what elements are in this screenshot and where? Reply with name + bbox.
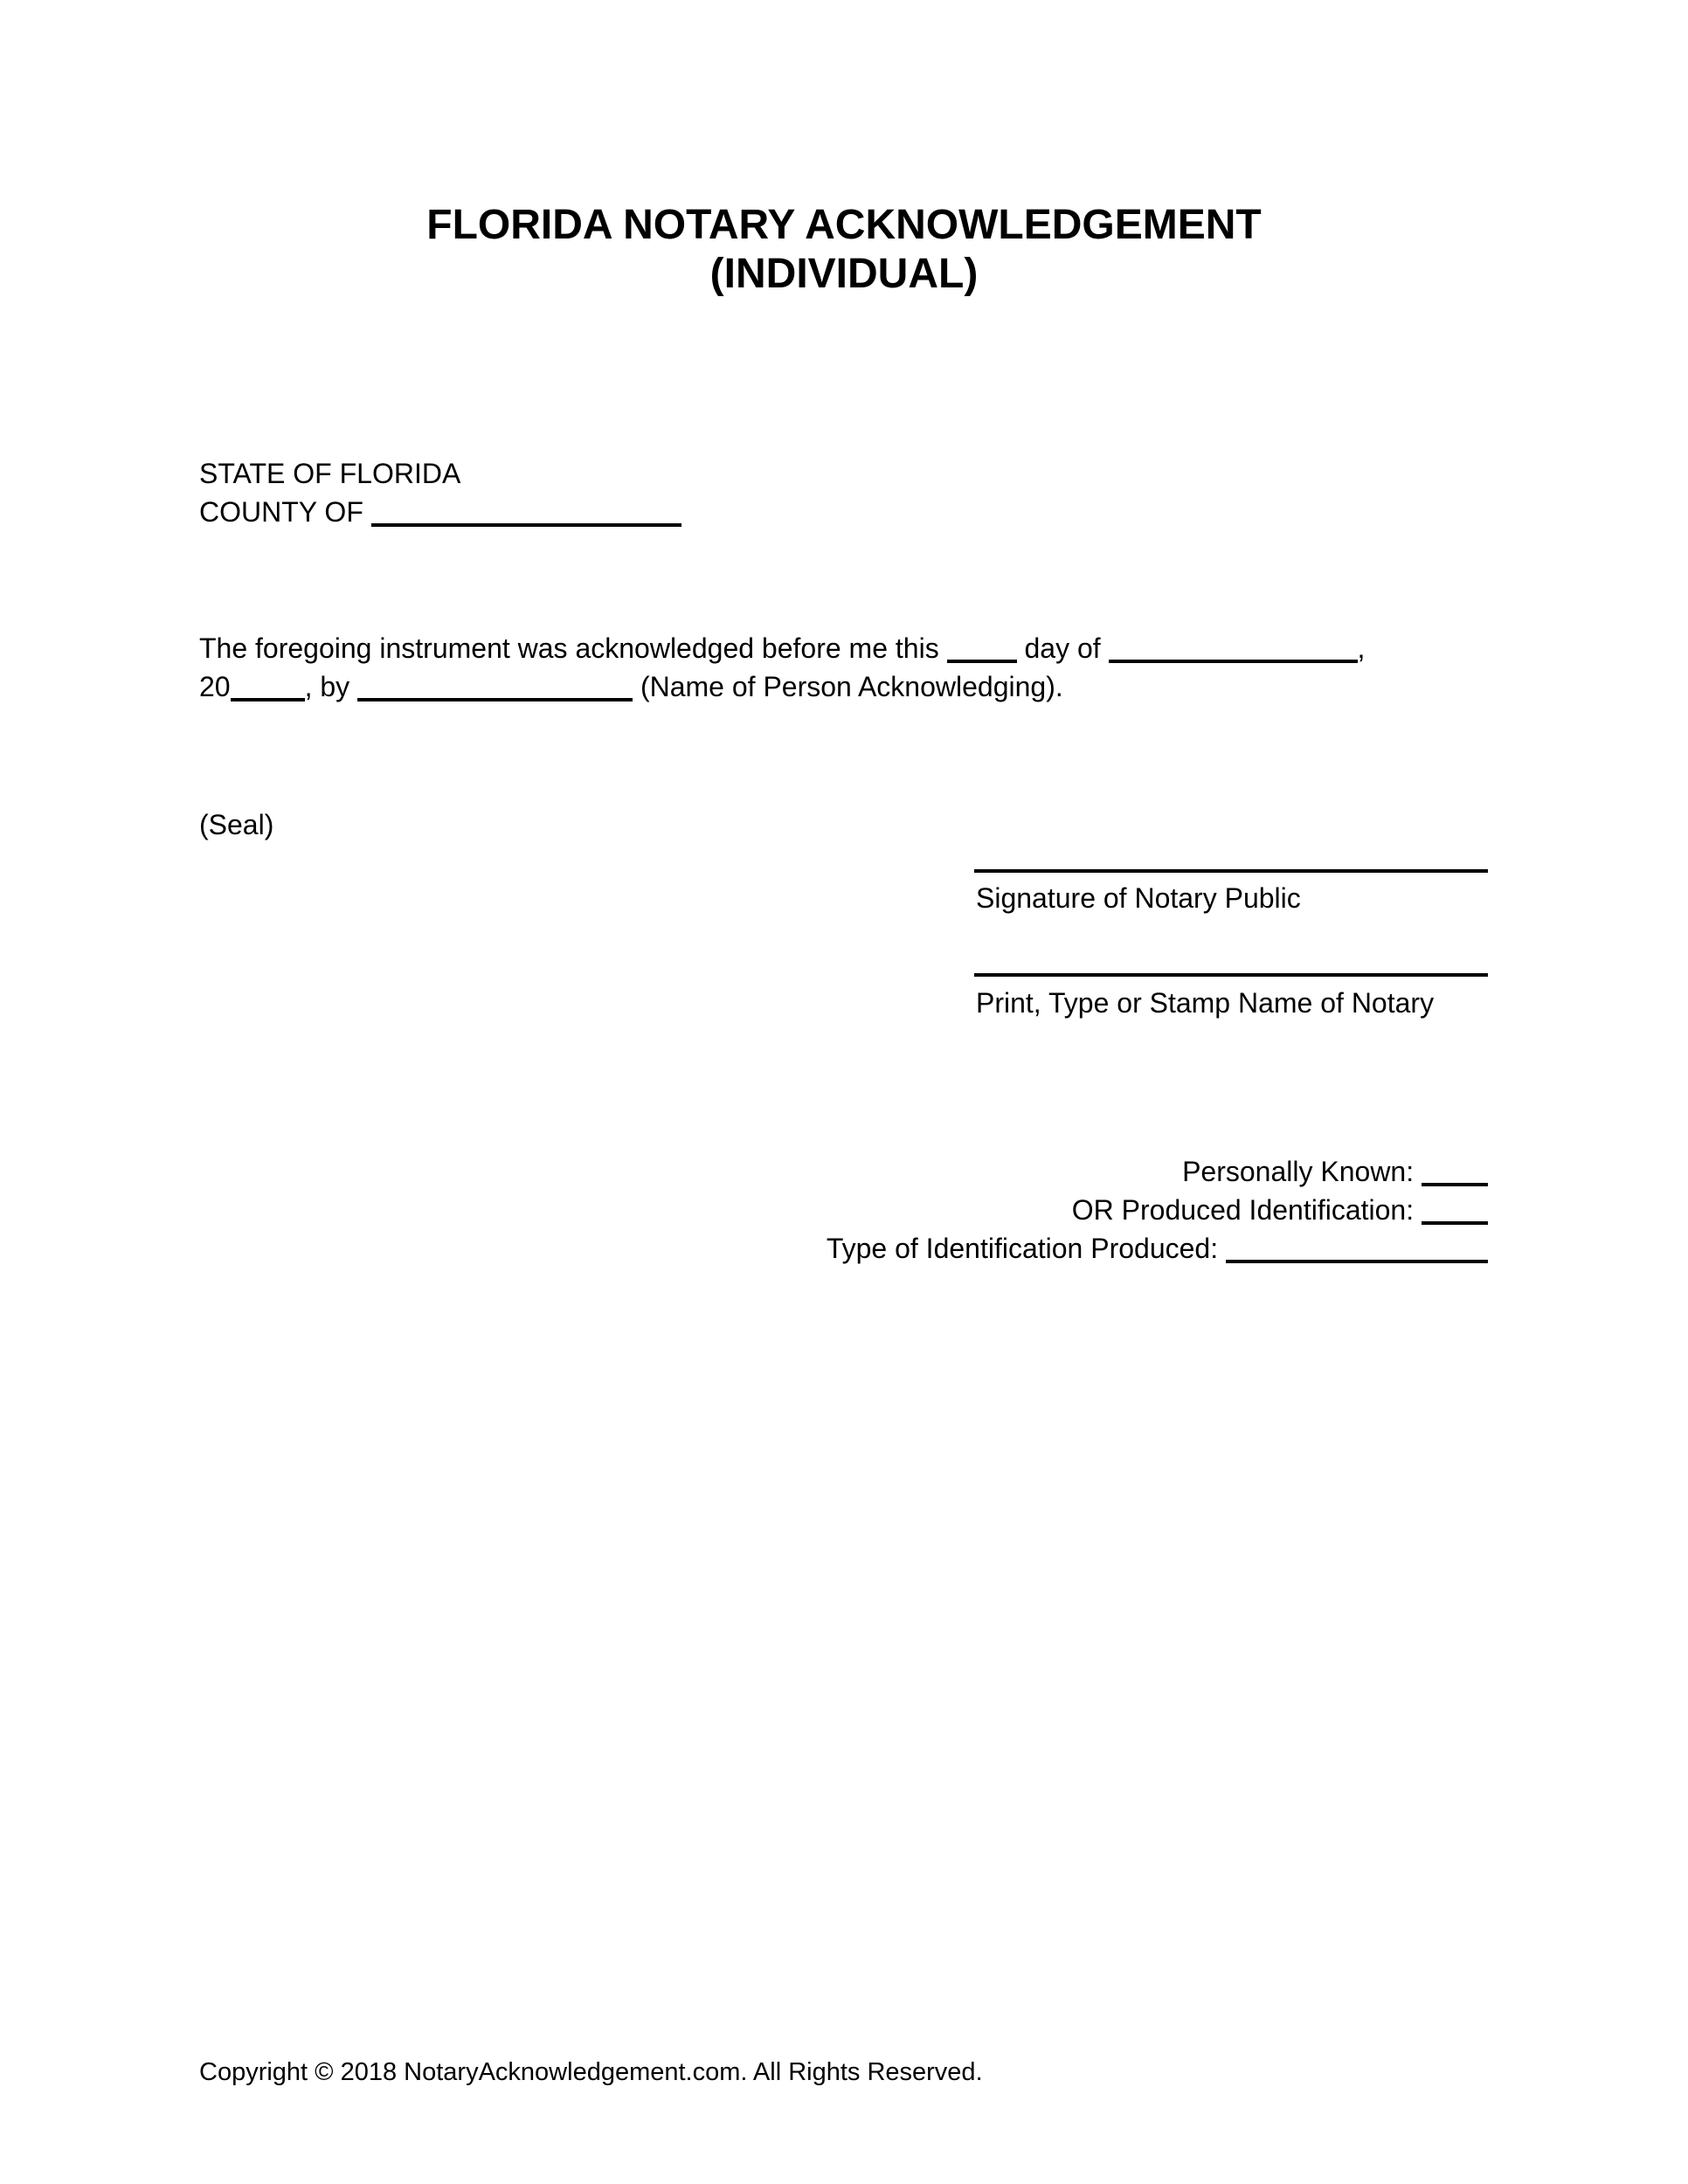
page-title-line1: FLORIDA NOTARY ACKNOWLEDGEMENT bbox=[426, 202, 1262, 248]
year-blank bbox=[231, 697, 305, 702]
day-blank bbox=[947, 659, 1017, 663]
signature-caption: Signature of Notary Public bbox=[976, 882, 1301, 914]
month-blank bbox=[1109, 659, 1358, 663]
acknowledging-name-blank bbox=[357, 697, 633, 702]
seal-label: (Seal) bbox=[199, 809, 274, 840]
page-title bbox=[0, 201, 1688, 299]
produced-identification-blank bbox=[1422, 1220, 1488, 1225]
identification-block bbox=[827, 1152, 1488, 1268]
jurisdiction-block bbox=[199, 454, 681, 531]
county-blank bbox=[371, 522, 681, 527]
name-hint: (Name of Person Acknowledging). bbox=[640, 671, 1063, 702]
print-name-rule bbox=[974, 973, 1488, 977]
personally-known-blank bbox=[1422, 1182, 1488, 1186]
signature-rule bbox=[974, 869, 1488, 873]
by-label: , by bbox=[304, 671, 350, 702]
page-title-line2: (INDIVIDUAL) bbox=[709, 251, 979, 297]
personally-known-line bbox=[827, 1152, 1488, 1191]
year-prefix: 20 bbox=[199, 671, 231, 702]
county-label: COUNTY OF bbox=[199, 496, 363, 528]
id-type-label: Type of Identification Produced: bbox=[826, 1233, 1219, 1264]
acknowledgement-line2 bbox=[199, 667, 1365, 706]
produced-identification-line bbox=[827, 1191, 1488, 1229]
line1-comma: , bbox=[1357, 632, 1366, 664]
acknowledgement-paragraph bbox=[199, 629, 1365, 706]
copyright-notice: Copyright © 2018 NotaryAcknowledgement.com. All Rights Reserved. bbox=[199, 2058, 983, 2086]
produced-identification-label: OR Produced Identification: bbox=[1071, 1194, 1415, 1226]
acknowledgement-text-before-day: The foregoing instrument was acknowledged before me this bbox=[199, 632, 939, 664]
id-type-blank bbox=[1226, 1259, 1488, 1263]
day-of-label: day of bbox=[1024, 632, 1101, 664]
print-name-caption: Print, Type or Stamp Name of Notary bbox=[976, 987, 1435, 1019]
acknowledgement-line1 bbox=[199, 629, 1365, 667]
county-line bbox=[199, 493, 681, 531]
personally-known-label: Personally Known: bbox=[1182, 1156, 1415, 1187]
id-type-line bbox=[827, 1229, 1488, 1268]
state-line: STATE OF FLORIDA bbox=[199, 458, 461, 489]
